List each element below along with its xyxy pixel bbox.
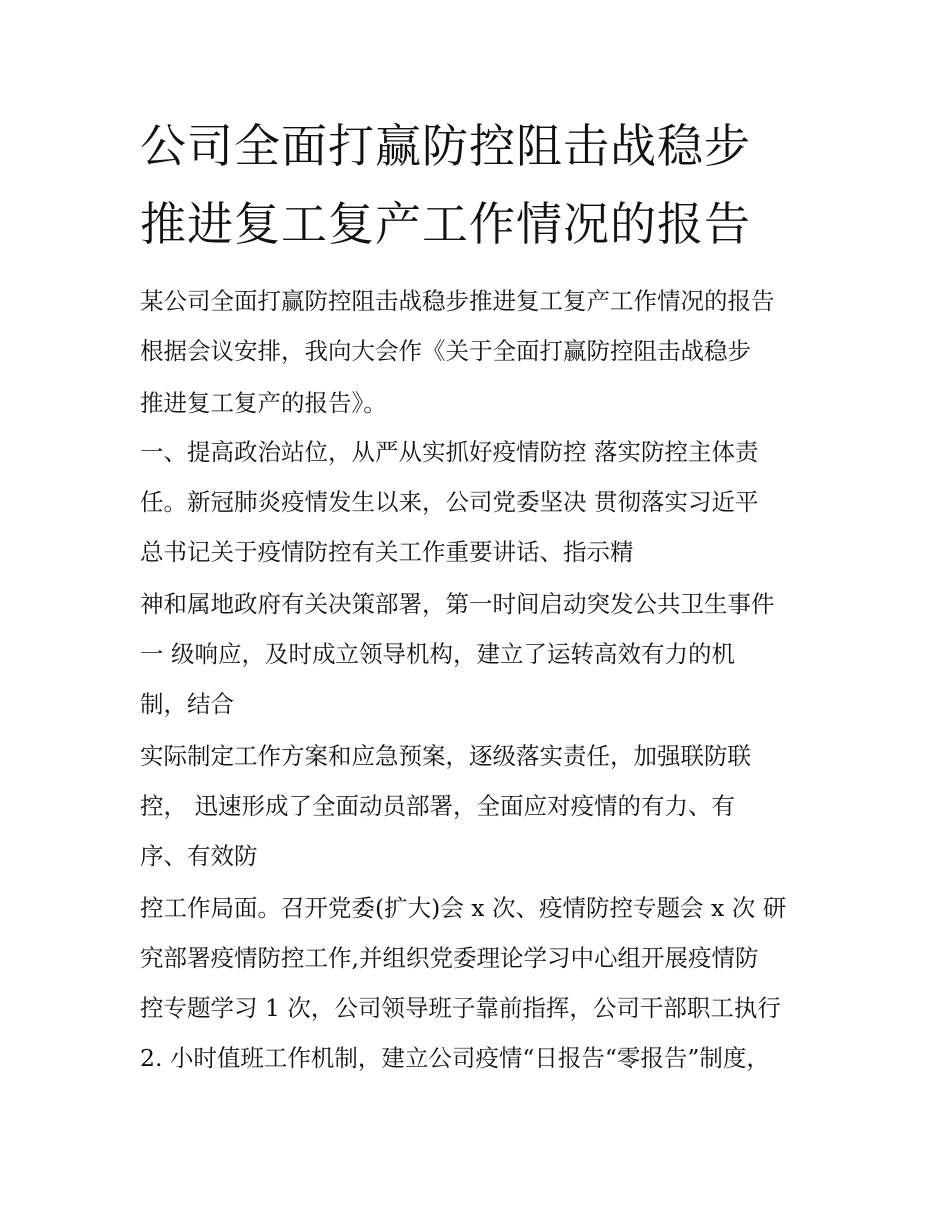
- document-title-line-1: 公司全面打赢防控阻击战稳步: [140, 119, 751, 173]
- body-line: 控专题学习 1 次，公司领导班子靠前指挥，公司干部职工执行: [140, 994, 781, 1022]
- body-line: 一 级响应，及时成立领导机构，建立了运转高效有力的机: [140, 640, 735, 668]
- body-line: 总书记关于疫情防控有关工作重要讲话、指示精: [140, 538, 634, 566]
- body-line: 推进复工复产的报告》。: [140, 389, 387, 417]
- body-line: 实际制定工作方案和应急预案，逐级落实责任，加强联防联: [140, 742, 751, 770]
- body-line: 2. 小时值班工作机制，建立公司疫情“日报告“零报告”制度，: [140, 1044, 770, 1072]
- body-line: 一、提高政治站位，从严从实抓好疫情防控 落实防控主体责: [140, 438, 759, 466]
- document-title-line-2: 推进复工复产工作情况的报告: [140, 197, 751, 251]
- body-line: 究部署疫情防控工作,并组织党委理论学习中心组开展疫情防: [140, 944, 759, 972]
- body-line: 根据会议安排，我向大会作《关于全面打赢防控阻击战稳步: [140, 337, 751, 365]
- body-line: 神和属地政府有关决策部署，第一时间启动突发公共卫生事件: [140, 590, 775, 618]
- body-line: 任。新冠肺炎疫情发生以来，公司党委坚决 贯彻落实习近平: [140, 488, 759, 516]
- body-line: 控工作局面。召开党委(扩大)会 x 次、疫情防控专题会 x 次 研: [140, 894, 787, 922]
- body-line: 制，结合: [140, 690, 234, 718]
- body-line: 控， 迅速形成了全面动员部署，全面应对疫情的有力、有: [140, 792, 735, 820]
- body-line: 序、有效防: [140, 842, 258, 870]
- body-line: 某公司全面打赢防控阻击战稳步推进复工复产工作情况的报告: [140, 287, 775, 315]
